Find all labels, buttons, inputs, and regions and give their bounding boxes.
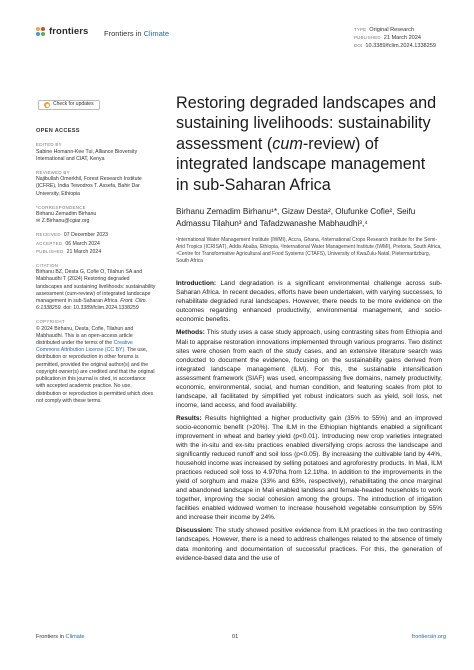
discussion-label: Discussion:	[176, 527, 213, 535]
copyright-text-1: © 2024 Birhanu, Desta, Cofie, Tilahun and Mabhaudhi. This is an open-access article distributed under the terms of the	[36, 325, 134, 347]
doi-label: DOI	[354, 43, 363, 48]
copyright	[36, 326, 156, 405]
citation-label: CITATION	[36, 263, 59, 269]
journal-prefix: Frontiers in	[104, 29, 142, 38]
citation-journal: Front. Clim. 6:1338259.	[36, 298, 148, 312]
footer-journal-name: Climate	[65, 634, 85, 640]
correspondence-label: *CORRESPONDENCE	[36, 204, 86, 210]
sidebar	[36, 100, 156, 405]
citation	[36, 269, 156, 312]
copyright-text-2: The use, distribution or reproduction in other forums is permitted, provided the original author(s) and the copyright owner(s) are credited and that the original publication in this journal is cited, in accordance with accepted academic practice. No use, distribution or reproduction is permitted which does not comply with these terms.	[36, 347, 155, 404]
frontiers-logo[interactable]	[36, 26, 88, 37]
methods-label: Methods:	[176, 329, 205, 337]
results-text: Results highlighted a higher productivity gain (35% to 55%) and an improved socio-economic benefit (>20%). The ILM in the Ethiopian highlands enabled a significant improvement in wheat and barley yield (p<0.01). Introducing new crop varieties integrated with the in-situ and ex-situ practices enabled diversifying crops across the landscape and significantly reduced runoff and soil loss (p<0.05). By increasing the cultivable land by 44%, household income was increased by selling potatoes and agroforestry products. In Mali, ILM practices reduced soil loss to 4.97t/ha from 12.1t/ha. In addition to the improvements in the yield of sorghum and maize (33% and 63%, respectively), rehabilitating the once marginal and abandoned landscape in Mali enabled landless and female-headed households to work together, improving the social cohesion among the groups. The introduction of irrigation facilities enabled widowed women to increase household vegetable consumption by 55% and increase their income by 24%.	[176, 414, 442, 522]
published-date: 21 March 2024	[66, 248, 102, 255]
title-part-2: -review) of integrated landscape management in sub-Saharan Africa	[176, 134, 426, 194]
article-header	[36, 26, 446, 60]
introduction-label: Introduction:	[176, 280, 217, 288]
article-dates	[36, 231, 156, 256]
copyright-label: COPYRIGHT	[36, 319, 65, 325]
edited-by-label: EDITED BY	[36, 142, 62, 148]
check-updates-icon	[44, 102, 50, 108]
page-footer	[36, 634, 446, 644]
abstract-introduction	[176, 279, 442, 324]
accepted-date: 06 March 2024	[65, 240, 100, 247]
title-part-1: Restoring degraded landscapes and sustaining livelihoods: sustainability assessment (	[176, 94, 437, 153]
correspondence-email[interactable]: ✉ Z.Birhanu@cgiar.org	[36, 218, 90, 225]
footer-site-link[interactable]: frontiersin.org	[411, 634, 446, 640]
reviewed-by: Najibullah Omerkhil, Forest Research Institute (ICFRE), India Tewodros T. Assefa, Bahir Dar University, Ethiopia	[36, 176, 142, 197]
title-emphasis: cum	[272, 134, 303, 153]
abstract-methods	[176, 328, 442, 409]
journal-name[interactable]	[104, 29, 169, 38]
published-value: 21 March 2024	[383, 35, 422, 41]
received-label: RECEIVED	[36, 232, 61, 238]
page-number: 01	[232, 634, 239, 640]
methods-text: This study uses a case study approach, using contrasting sites from Ethiopia and Mali to appraise restoration innovations implemented through various programs. Two distinct sites were chosen from each of the study cases, and an extensive literature search was conducted to document the evidence, focusing on the sustainability gains derived from integrated landscape management (ILM). For this, the sustainable intensification assessment framework (SIAF) was used, encompassing five domains, namely productivity, economic, environmental, social, and human condition, and featuring scales from plot to landscape, all facilitated by simplified yet robust indicators such as yield, soil loss, net income, land access, and food availability.	[176, 329, 442, 409]
footer-journal	[36, 634, 85, 640]
results-label: Results:	[176, 414, 202, 422]
article-title	[176, 93, 442, 195]
abstract-discussion	[176, 526, 442, 562]
abstract	[176, 279, 442, 562]
correspondence-name: Birhanu Zemadim Birhanu	[36, 211, 97, 218]
received-date: 07 December 2023	[63, 232, 108, 239]
introduction-text: Land degradation is a significant environmental challenge across sub-Saharan Africa. In recent decades, efforts have been undertaken, with varying successes, to rehabilitate degraded rural landscapes. However, there needs to be more evidence on the outcomes regarding enhanced productivity, environmental management, and socio-economic benefits.	[176, 280, 442, 324]
edited-by: Sabine Homann-Kee Tui, Alliance Bioversity International and CIAT, Kenya	[36, 148, 138, 162]
affiliations: ¹International Water Management Institute (IWMI), Accra, Ghana, ²International Crops Research Institute for the Semi-Arid Tropics (ICRISAT), Addis Ababa, Ethiopia, ³International Water Management Institute (IWMI), Pretoria, South Africa, ⁴Centre for Transformative Agricultural and Food Systems (CTAFS), University of KwaZulu-Natal, Pietermaritzburg, South Africa	[176, 237, 442, 265]
accepted-label: ACCEPTED	[36, 240, 63, 246]
type-label: TYPE	[354, 27, 367, 32]
cc-by-license-link[interactable]: Creative Commons Attribution License (CC BY).	[36, 340, 133, 354]
published-label: PUBLISHED	[354, 35, 381, 40]
journal-title: Climate	[143, 29, 170, 38]
discussion-text: The study showed positive evidence from ILM practices in the two contrasting landscapes. However, there is a need to address challenges related to the absence of timely data monitoring and documentation of successful practices. For this, the generation of evidence-based data and the use of	[176, 527, 442, 562]
check-for-updates-button[interactable]	[38, 100, 100, 110]
article-meta	[354, 26, 474, 50]
citation-text: Birhanu BZ, Desta G, Cofie O, Tilahun SA and Mabhaudhi T (2024) Restoring degraded landscapes and sustaining livelihoods: sustainability assessment (cum-review) of integrated landscape management in sub-Saharan Africa.	[36, 269, 156, 305]
author-list[interactable]: Birhanu Zemadim Birhanu¹*, Gizaw Desta², Olufunke Cofie², Seifu Admassu Tilahun³ and Tafadzwanashe Mabhaudhi³,⁴	[176, 207, 416, 228]
published-date-label: PUBLISHED	[36, 248, 64, 254]
check-updates-label: Check for updates	[53, 101, 94, 108]
frontiers-logo-icon	[36, 27, 46, 37]
article-main	[176, 93, 442, 567]
footer-journal-prefix: Frontiers in	[36, 634, 64, 640]
citation-doi[interactable]: doi: 10.3389/fclim.2024.1338259	[63, 305, 139, 312]
type-value: Original Research	[369, 27, 415, 33]
logo-text: frontiers	[49, 26, 89, 37]
reviewed-by-label: REVIEWED BY	[36, 170, 70, 176]
open-access-label: OPEN ACCESS	[36, 128, 80, 135]
doi-value[interactable]: 10.3389/fclim.2024.1338259	[365, 43, 437, 49]
abstract-results	[176, 414, 442, 523]
